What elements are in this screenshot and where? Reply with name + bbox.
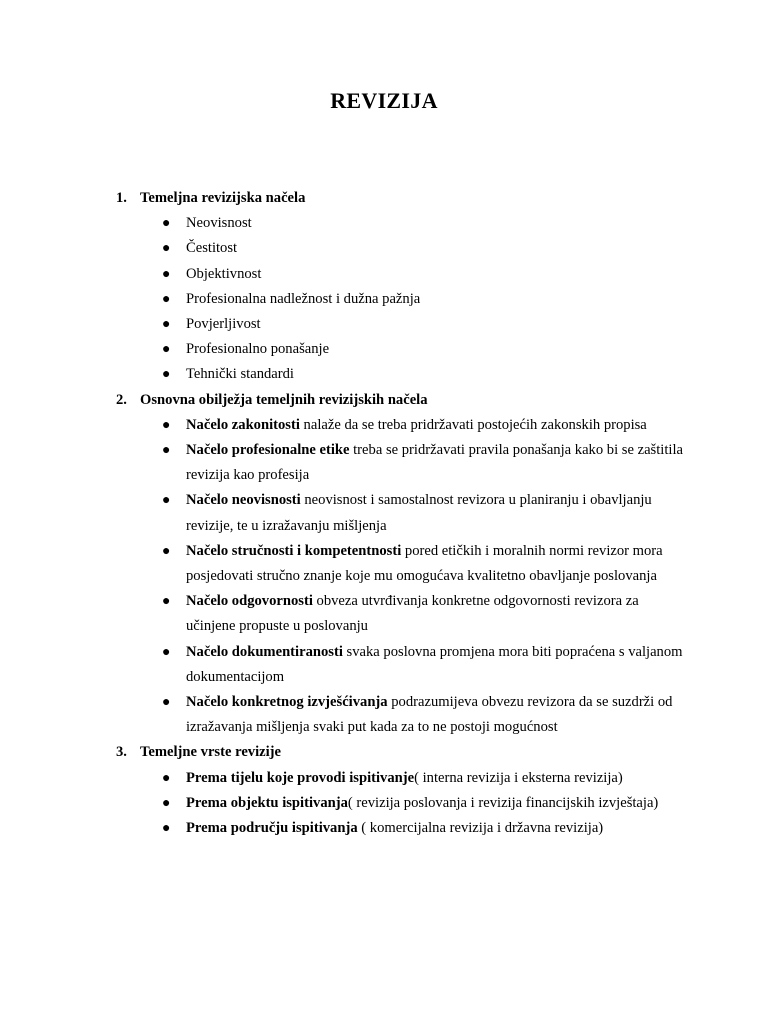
item-text: pored etičkih i moralnih normi revizor mora posjedovati stručno znanje koje mu omogućava kvalitetno obavljanje poslovanja xyxy=(186,542,663,585)
section-heading-text: Temeljne vrste revizije xyxy=(140,744,282,761)
bullet-icon: ● xyxy=(162,216,171,232)
list-item xyxy=(162,438,686,488)
list-item xyxy=(162,589,686,639)
item-term: Načelo profesionalne etike xyxy=(186,442,350,459)
document-title: REVIZIJA xyxy=(330,88,438,113)
section-heading-text: Osnovna obilježja temeljnih revizijskih načela xyxy=(140,391,428,408)
bullet-icon: ● xyxy=(162,770,171,786)
bullet-icon: ● xyxy=(162,543,171,559)
item-text: treba se pridržavati pravila ponašanja kako bi se zaštitila revizija kao profesija xyxy=(186,442,683,484)
item-term: Prema području ispitivanja xyxy=(186,820,358,837)
list-item xyxy=(162,413,686,438)
list-item xyxy=(162,539,686,589)
item-text: podrazumijeva obvezu revizora da se suzdrži od izražavanja mišljenja svaki put kada za to ne postoji mogućnost xyxy=(186,694,673,736)
list-item xyxy=(162,816,686,841)
item-text: Profesionalno ponašanje xyxy=(186,341,330,358)
item-text: Profesionalna nadležnost i dužna pažnja xyxy=(186,290,421,307)
bullet-icon: ● xyxy=(162,342,171,358)
bullet-icon: ● xyxy=(162,266,171,282)
item-term: Prema tijelu koje provodi ispitivanje xyxy=(186,769,415,786)
item-text: nalaže da se treba pridržavati postojećih zakonskih propisa xyxy=(299,416,647,433)
list-item xyxy=(162,766,686,791)
section-heading xyxy=(116,186,686,211)
list-item xyxy=(162,211,686,236)
bullet-icon: ● xyxy=(162,594,171,610)
bullet-icon: ● xyxy=(162,241,171,257)
section-list xyxy=(116,186,686,841)
bullet-icon: ● xyxy=(162,317,171,333)
item-list xyxy=(116,211,686,387)
list-item xyxy=(162,791,686,816)
bullet-icon: ● xyxy=(162,493,171,509)
item-list xyxy=(116,413,686,741)
list-item xyxy=(162,337,686,362)
item-term: Načelo zakonitosti xyxy=(186,416,300,433)
bullet-icon: ● xyxy=(162,695,171,711)
bullet-icon: ● xyxy=(162,443,171,459)
bullet-icon: ● xyxy=(162,821,171,837)
list-item xyxy=(162,236,686,261)
section-number: 1. xyxy=(116,190,127,206)
section-number: 3. xyxy=(116,744,127,761)
item-text: svaka poslovna promjena mora biti popraćena s valjanom dokumentacijom xyxy=(186,643,683,685)
bullet-icon: ● xyxy=(162,291,171,307)
section-3 xyxy=(116,740,686,841)
bullet-icon: ● xyxy=(162,644,171,660)
list-item xyxy=(162,690,686,740)
list-item xyxy=(162,312,686,337)
item-text: ( komercijalna revizija i državna revizija) xyxy=(357,820,604,837)
item-term: Načelo stručnosti i kompetentnosti xyxy=(186,542,402,559)
bullet-icon: ● xyxy=(162,417,171,433)
item-term: Načelo neovisnosti xyxy=(186,492,301,509)
item-list xyxy=(116,766,686,842)
item-text: ( revizija poslovanja i revizija financijskih izvještaja) xyxy=(347,794,659,811)
list-item xyxy=(162,262,686,287)
list-item xyxy=(162,287,686,312)
item-text: Čestitost xyxy=(186,240,238,257)
item-text: Tehnički standardi xyxy=(186,366,294,383)
bullet-icon: ● xyxy=(162,795,171,811)
list-item xyxy=(162,640,686,690)
section-heading-text: Temeljna revizijska načela xyxy=(140,190,306,206)
list-item xyxy=(162,488,686,538)
item-text: neovisnost i samostalnost revizora u planiranju i obavljanju revizije, te u izražavanju mišljenja xyxy=(186,492,652,534)
section-number: 2. xyxy=(116,391,127,408)
section-heading xyxy=(116,388,686,413)
section-1 xyxy=(116,186,686,388)
item-term: Načelo odgovornosti xyxy=(186,593,313,610)
item-text: Neovisnost xyxy=(186,215,252,232)
item-text: Povjerljivost xyxy=(186,316,261,333)
item-term: Načelo dokumentiranosti xyxy=(186,643,343,660)
item-text: Objektivnost xyxy=(186,265,262,282)
item-text: obveza utvrđivanja konkretne odgovornosti revizora za učinjene propuste u poslovanju xyxy=(186,593,639,635)
item-term: Prema objektu ispitivanja xyxy=(186,794,348,811)
item-text: ( interna revizija i eksterna revizija) xyxy=(414,769,623,786)
section-2 xyxy=(116,388,686,741)
list-item xyxy=(162,362,686,387)
item-term: Načelo konkretnog izvješćivanja xyxy=(186,694,388,711)
bullet-icon: ● xyxy=(162,367,171,383)
section-heading xyxy=(116,740,686,765)
